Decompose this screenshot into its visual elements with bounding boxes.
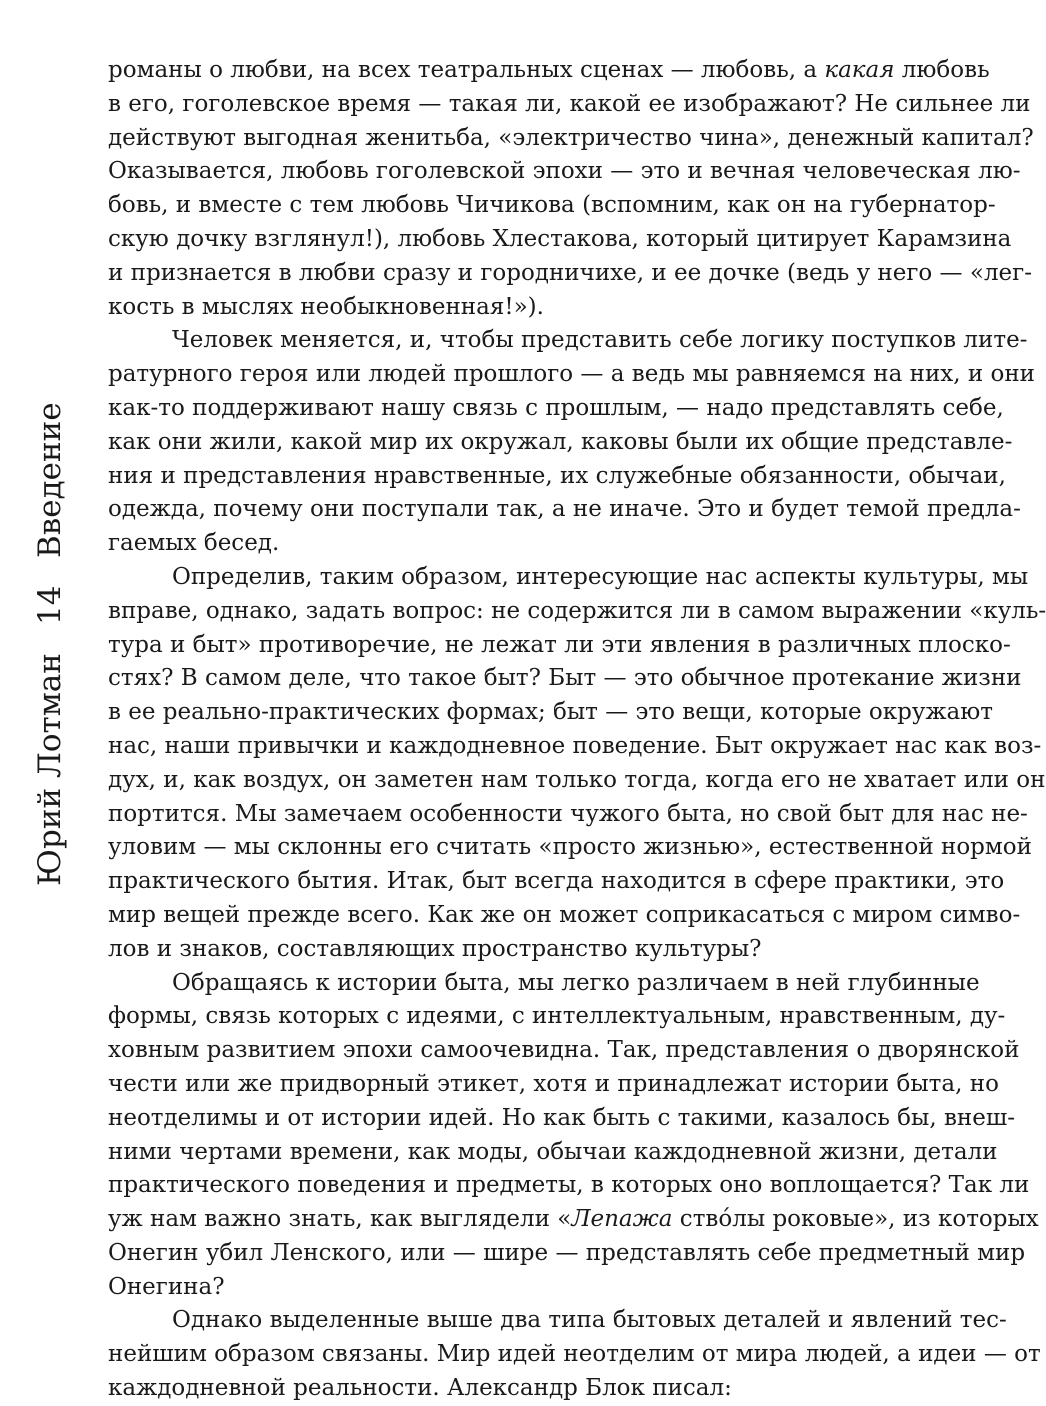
text-line: уж нам важно знать, как выглядели «Лепажа ство́лы роковые», из которых	[108, 1206, 1039, 1233]
text-line: скую дочку взглянул!), любовь Хлестакова, который цитирует Карамзина	[108, 225, 1012, 252]
text-line: Человек меняется, и, чтобы представить себе логику поступков лите-	[172, 327, 1028, 354]
text-line: действуют выгодная женитьба, «электричество чина», денежный капитал?	[108, 124, 1034, 151]
paragraph	[108, 54, 1034, 324]
text-line: кость в мыслях необыкновенная!»).	[108, 293, 544, 320]
paragraph	[108, 1304, 1041, 1405]
text-line: каждодневной реальности. Александр Блок писал:	[108, 1375, 732, 1402]
text-line: бовь, и вместе с тем любовь Чичикова (вспомним, как он на губернатор-	[108, 192, 996, 219]
paragraph	[108, 967, 1039, 1305]
italic-text: какая	[824, 57, 895, 83]
text-line: неотделимы и от истории идей. Но как быть с такими, казалось бы, внеш-	[108, 1104, 1015, 1131]
text-line: одежда, почему они поступали так, а не иначе. Это и будет темой предла-	[108, 496, 1021, 523]
text-line: нас, наши привычки и каждодневное поведение. Быт окружает нас как воз-	[108, 732, 1042, 759]
page-number: 14	[32, 585, 68, 626]
text-line: Обращаясь к истории быта, мы легко различаем в ней глубинные	[172, 969, 980, 996]
text-line: как они жили, какой мир их окружал, каковы были их общие представле-	[108, 428, 1013, 455]
text-line: ния и представления нравственные, их служебные обязанности, обычаи,	[108, 462, 1006, 489]
text-line: стях? В самом деле, что такое быт? Быт — это обычное протекание жизни	[108, 665, 1022, 692]
running-head-text	[30, 401, 70, 886]
text-line: портится. Мы замечаем особенности чужого быта, но свой быт для нас не-	[108, 800, 1028, 827]
running-head	[0, 401, 100, 886]
paragraph	[108, 324, 1036, 561]
text-line: в его, гоголевское время — такая ли, какой ее изображают? Не сильнее ли	[108, 90, 1031, 117]
text-line: ними чертами времени, как моды, обычаи каждодневной жизни, детали	[108, 1138, 998, 1165]
text-line: практического поведения и предметы, в которых оно воплощается? Так ли	[108, 1172, 1030, 1199]
italic-text: Лепажа	[571, 1206, 673, 1233]
text-line: лов и знаков, составляющих пространство культуры?	[108, 935, 762, 962]
text-line: вправе, однако, задать вопрос: не содержится ли в самом выражении «куль-	[108, 597, 1046, 624]
text-line: гаемых бесед.	[108, 530, 280, 557]
paragraph	[108, 561, 1046, 967]
text-line: тура и быт» противоречие, не лежат ли эти явления в различных плоско-	[108, 631, 1011, 658]
text-line: практического бытия. Итак, быт всегда находится в сфере практики, это	[108, 868, 1005, 895]
text-line: Онегина?	[108, 1273, 225, 1300]
text-line: как-то поддерживают нашу связь с прошлым, — надо представлять себе,	[108, 394, 1004, 421]
text-line: и признается в любви сразу и городничихе, и ее дочке (ведь у него — «лег-	[108, 259, 1032, 286]
text-line: Оказывается, любовь гоголевской эпохи — это и вечная человеческая лю-	[108, 158, 1021, 185]
body-text	[108, 54, 1046, 1406]
text-line: формы, связь которых с идеями, с интеллектуальным, нравственным, ду-	[108, 1003, 1006, 1030]
text-line: романы о любви, на всех театральных сценах — любовь, а какая любовь	[108, 57, 990, 83]
text-line: ратурного героя или людей прошлого — а ведь мы равняемся на них, и они	[108, 361, 1036, 388]
text-line: Однако выделенные выше два типа бытовых деталей и явлений тес-	[172, 1307, 1007, 1334]
text-line: уловим — мы склонны его считать «просто жизнью», естественной нормой	[108, 834, 1032, 861]
running-head-section: Введение	[32, 401, 68, 558]
text-line: мир вещей прежде всего. Как же он может соприкасаться с миром симво-	[108, 901, 1021, 928]
text-line: нейшим образом связаны. Мир идей неотделим от мира людей, а идеи — от	[108, 1341, 1041, 1368]
text-line: Онегин убил Ленского, или — шире — представлять себе предметный мир	[108, 1239, 1026, 1266]
text-line: чести или же придворный этикет, хотя и принадлежат истории быта, но	[108, 1070, 999, 1097]
text-line: дух, и, как воздух, он заметен нам только тогда, когда его не хватает или он	[108, 766, 1046, 793]
text-line: Определив, таким образом, интересующие нас аспекты культуры, мы	[172, 563, 1029, 590]
running-head-author: Юрий Лотман	[32, 653, 68, 886]
text-line: в ее реально-практических формах; быт — это вещи, которые окружают	[108, 699, 994, 726]
text-line: ховным развитием эпохи самоочевидна. Так, представления о дворянской	[108, 1037, 1020, 1064]
